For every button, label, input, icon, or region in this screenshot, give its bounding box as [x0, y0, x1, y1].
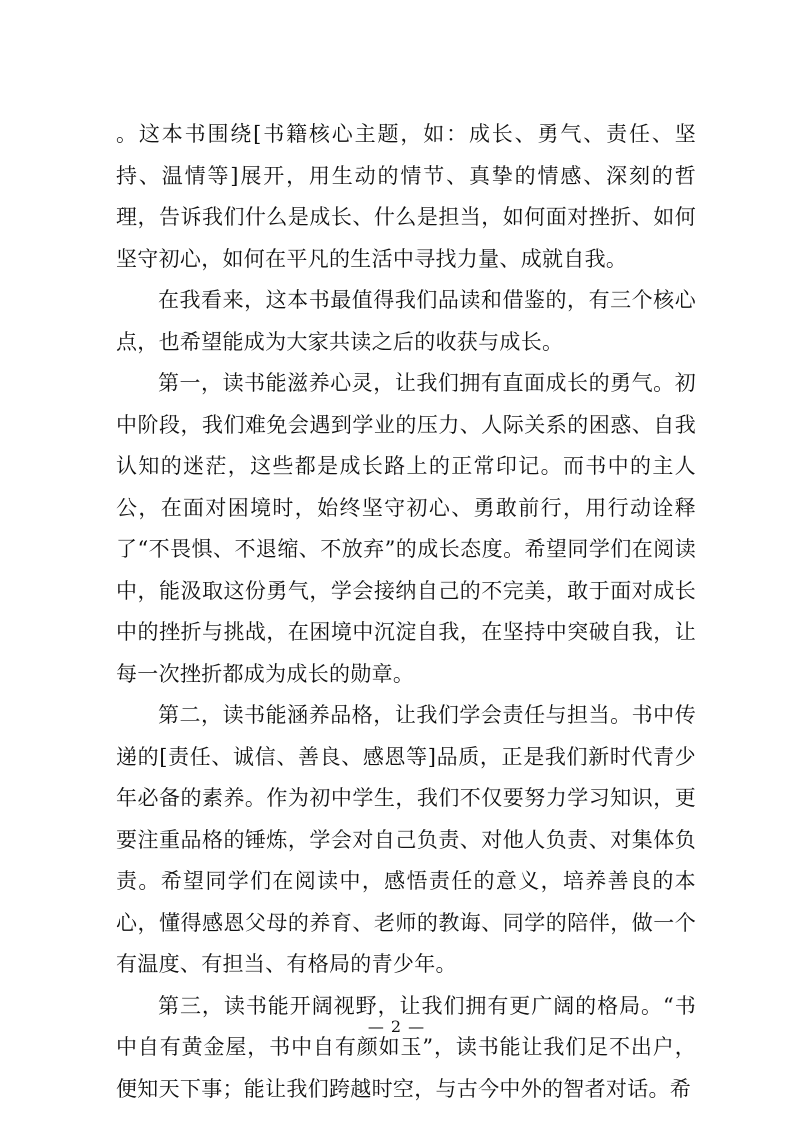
paragraph-point-three: 第三，读书能开阔视野，让我们拥有更广阔的格局。“书中自有黄金屋，书中自有颜如玉”，读书能让我们足不出户，便知天下事；能让我们跨越时空，与古今中外的智者对话。希 [116, 993, 696, 1101]
document-body [116, 114, 696, 1110]
page-number: — 2 — [367, 1017, 426, 1036]
paragraph-continued-intro: 。这本书围绕[书籍核心主题，如：成长、勇气、责任、坚持、温情等]展开，用生动的情节、真挚的情感、深刻的哲理，告诉我们什么是成长、什么是担当，如何面对挫折、如何坚守初心，如何在平凡的生活中寻找力量、成就自我。 [116, 122, 696, 271]
paragraph-point-two: 第二，读书能涵养品格，让我们学会责任与担当。书中传递的[责任、诚信、善良、感恩等]品质，正是我们新时代青少年必备的素养。作为初中学生，我们不仅要努力学习知识，更要注重品格的锤炼，学会对自己负责、对他人负责、对集体负责。希望同学们在阅读中，感悟责任的意义，培养善良的本心，懂得感恩父母的养育、老师的教诲、同学的陪伴，做一个有温度、有担当、有格局的青少年。 [116, 703, 696, 976]
paragraph-three-points: 在我看来，这本书最值得我们品读和借鉴的，有三个核心点，也希望能成为大家共读之后的收获与成长。 [116, 288, 696, 354]
paragraph-point-one: 第一，读书能滋养心灵，让我们拥有直面成长的勇气。初中阶段，我们难免会遇到学业的压力、人际关系的困惑、自我认知的迷茫，这些都是成长路上的正常印记。而书中的主人公，在面对困境时，始终坚守初心、勇敢前行，用行动诠释了“不畏惧、不退缩、不放弃”的成长态度。希望同学们在阅读中，能汲取这份勇气，学会接纳自己的不完美，敢于面对成长中的挫折与挑战，在困境中沉淀自我，在坚持中突破自我，让每一次挫折都成为成长的勋章。 [116, 371, 696, 686]
